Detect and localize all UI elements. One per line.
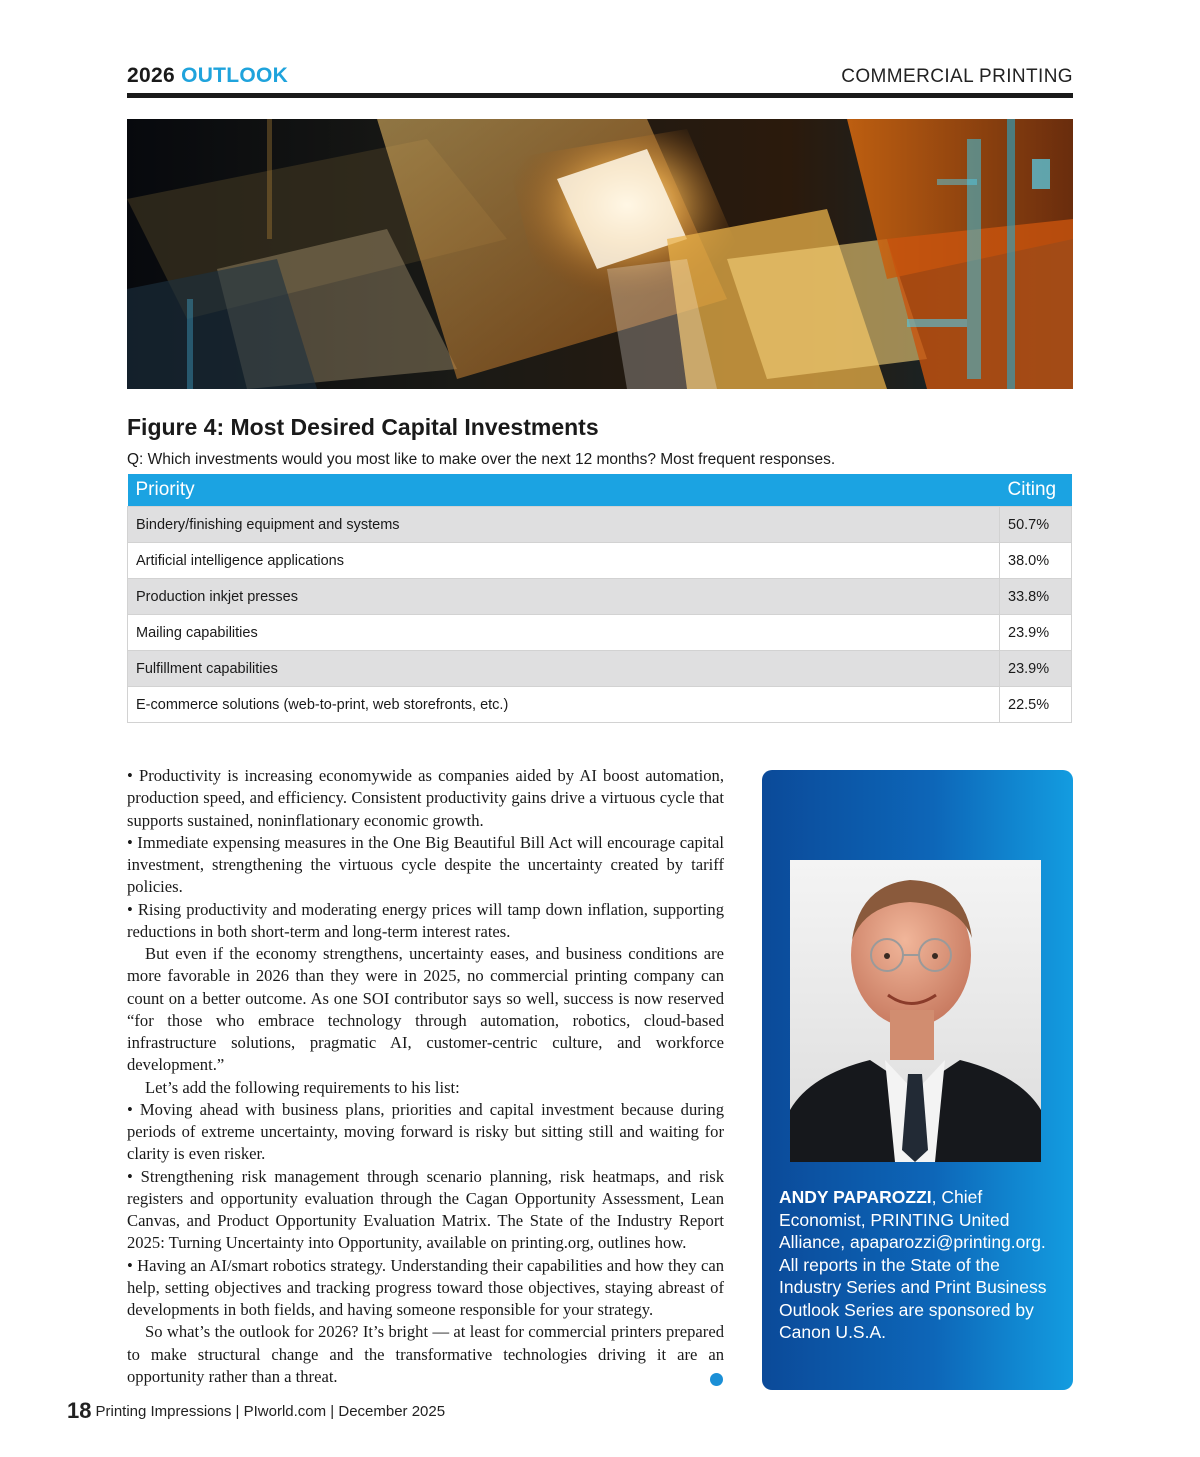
priority-cell: Fulfillment capabilities [128, 651, 1000, 687]
table-row [128, 687, 1072, 723]
footer-text: Printing Impressions | PIworld.com | December 2025 [95, 1403, 446, 1420]
article-paragraph: But even if the economy strengthens, uncertainty eases, and business conditions are more favorable in 2026 than they were in 2025, no commercial printing company can count on a better outcome. As one SOI contributor says so well, success is now reserved “for those who embrace technology through automation, robotics, cloud-based infrastructure solutions, pragmatic AI, customer-centric culture, and workforce development.” [127, 944, 724, 1075]
citing-cell: 23.9% [1000, 651, 1072, 687]
priority-cell: Artificial intelligence applications [128, 543, 1000, 579]
article-paragraph: So what’s the outlook for 2026? It’s bright — at least for commercial printers prepared to make structural change and the transformative technologies driving it are an opportunity rather than a threat. [127, 1322, 724, 1386]
priority-cell: Bindery/finishing equipment and systems [128, 507, 1000, 543]
section-label [127, 64, 288, 88]
end-of-article-dot [710, 1373, 723, 1386]
author-details: , Chief Economist, PRINTING United Alliance, apaparozzi@printing.org. All reports in the State of the Industry Series and Print Business Outlook Series are sponsored by Canon U.S.A. [779, 1187, 1047, 1342]
article-paragraph: • Having an AI/smart robotics strategy. Understanding their capabilities and how they can help, setting objectives and tracking progress toward those objectives, staying abreast of developments in both fields, and having someone responsible for your strategy. [127, 1255, 724, 1319]
investments-table [127, 474, 1072, 723]
section-year: 2026 [127, 64, 175, 87]
author-photo [790, 860, 1041, 1162]
author-sidebar [762, 770, 1073, 1390]
portrait-image [790, 860, 1041, 1162]
table-header-row [128, 474, 1072, 507]
table-row [128, 651, 1072, 687]
citing-cell: 22.5% [1000, 687, 1072, 723]
priority-cell: E-commerce solutions (web-to-print, web storefronts, etc.) [128, 687, 1000, 723]
article-paragraph: • Moving ahead with business plans, priorities and capital investment because during periods of extreme uncertainty, moving forward is risky but sitting still and waiting for clarity is even risker. [127, 1099, 724, 1164]
figure-question: Q: Which investments would you most like to make over the next 12 months? Most frequent responses. [127, 451, 836, 468]
category-label: COMMERCIAL PRINTING [841, 66, 1073, 87]
abstract-light-image [127, 119, 1073, 389]
priority-cell: Mailing capabilities [128, 615, 1000, 651]
priority-cell: Production inkjet presses [128, 579, 1000, 615]
article-paragraph: • Immediate expensing measures in the One Big Beautiful Bill Act will encourage capital investment, strengthening the virtuous cycle despite the uncertainty created by tariff policies. [127, 832, 724, 897]
article-paragraph: • Strengthening risk management through scenario planning, risk heatmaps, and risk registers and opportunity evaluation through the Cagan Opportunity Assessment, Lean Canvas, and Product Opportunity Evaluation Matrix. The State of the Industry Report 2025: Turning Uncertainty into Opportunity, available on printing.org, outlines how. [127, 1166, 724, 1253]
section-accent: OUTLOOK [181, 64, 289, 87]
column-header-citing: Citing [1000, 474, 1072, 507]
article-body [127, 765, 724, 1388]
citing-cell: 23.9% [1000, 615, 1072, 651]
author-bio [779, 1186, 1064, 1344]
hero-image [127, 119, 1073, 389]
author-name: ANDY PAPAROZZI [779, 1187, 932, 1207]
page-footer [67, 1398, 445, 1424]
page-header [127, 62, 1073, 92]
table-row [128, 615, 1072, 651]
table-row [128, 543, 1072, 579]
header-rule [127, 93, 1073, 98]
table-row [128, 579, 1072, 615]
table-row [128, 507, 1072, 543]
figure-title: Figure 4: Most Desired Capital Investments [127, 414, 599, 440]
citing-cell: 33.8% [1000, 579, 1072, 615]
column-header-priority: Priority [128, 474, 1000, 507]
citing-cell: 38.0% [1000, 543, 1072, 579]
article-paragraph: • Rising productivity and moderating energy prices will tamp down inflation, supporting reductions in both short-term and long-term interest rates. [127, 899, 724, 941]
page-number: 18 [67, 1398, 92, 1423]
article-paragraph: Let’s add the following requirements to his list: [145, 1077, 460, 1097]
citing-cell: 50.7% [1000, 507, 1072, 543]
article-paragraph: • Productivity is increasing economywide as companies aided by AI boost automation, production speed, and efficiency. Consistent productivity gains drive a virtuous cycle that supports sustained, noninflationary economic growth. [127, 766, 724, 830]
